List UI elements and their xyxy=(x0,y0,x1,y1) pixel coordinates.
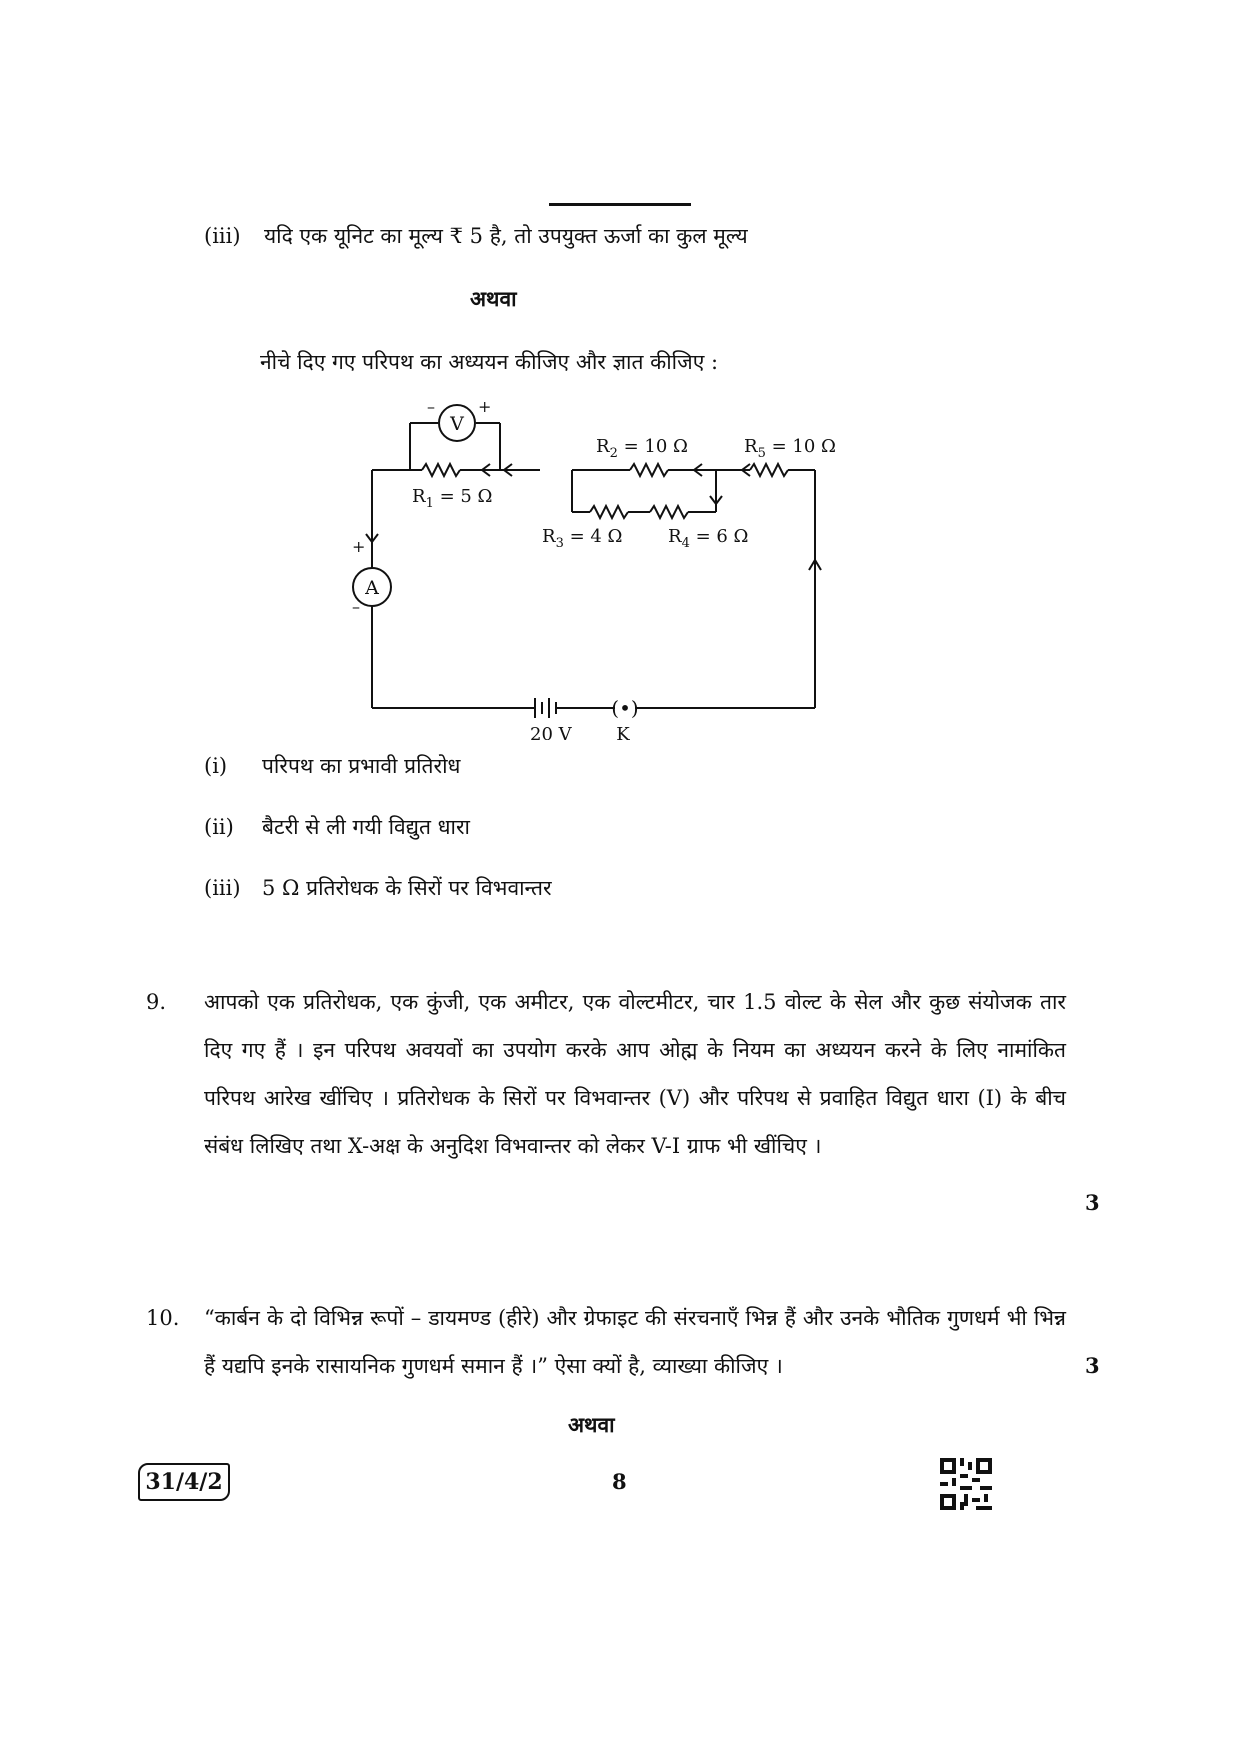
r2-label: $R_2 = 10$ Ω xyxy=(596,436,688,461)
item-text: यदि एक यूनिट का मूल्य ₹ 5 है, तो उपयुक्त ऊर्जा का कुल मूल्य xyxy=(264,224,748,248)
alt-item-text: बैटरी से ली गयी विद्युत धारा xyxy=(262,815,470,839)
alt-item-marker: (ii) xyxy=(204,815,234,839)
question-text: “कार्बन के दो विभिन्न रूपों – डायमण्ड (हीरे) और ग्रेफाइट की संरचनाएँ भिन्न हैं और उनके भौतिक गुणधर्म भी भिन्न हैं यद्यपि इनके रासायनिक गुणधर्म समान हैं ।” ऐसा क्यों है, व्याख्या कीजिए । xyxy=(204,1306,1066,1378)
r3-label: $R_3 = 4$ Ω xyxy=(542,526,623,551)
circuit-diagram xyxy=(330,400,870,740)
key-symbol: (•) xyxy=(611,696,639,720)
paper-code: 31/4/2 xyxy=(138,1463,230,1501)
question-number: 9. xyxy=(146,990,167,1014)
key-label: K xyxy=(616,724,630,740)
ammeter-minus: – xyxy=(352,597,360,616)
or-heading: अथवा xyxy=(568,1412,615,1437)
question-text: आपको एक प्रतिरोधक, एक कुंजी, एक अमीटर, एक वोल्टमीटर, चार 1.5 वोल्ट के सेल और कुछ संयोजक तार दिए गए हैं । इन परिपथ अवयवों का उपयोग करके आप ओह्म के नियम का अध्ययन करने के लिए नामांकित परिपथ आरेख खींचिए । प्रतिरोधक के सिरों पर विभवान्तर (V) और परिपथ से प्रवाहित विद्युत धारा (I) के बीच संबंध लिखिए तथा X-अक्ष के अनुदिश विभवान्तर को लेकर V-I ग्राफ भी खींचिए । xyxy=(204,990,1066,1158)
question-number: 10. xyxy=(146,1306,180,1330)
alt-item-marker: (iii) xyxy=(204,876,241,900)
voltmeter-minus: – xyxy=(427,400,435,416)
r5-label: $R_5 = 10$ Ω xyxy=(744,436,836,461)
qr-code-icon xyxy=(940,1458,992,1510)
voltmeter-plus: + xyxy=(478,400,492,416)
or-heading: अथवा xyxy=(470,286,517,311)
r1-label: $R_1 = 5$ Ω xyxy=(412,486,493,511)
battery-label: 20 V xyxy=(530,724,572,740)
alt-item-text: 5 Ω प्रतिरोधक के सिरों पर विभवान्तर xyxy=(262,876,552,900)
page-number: 8 xyxy=(612,1469,627,1494)
question-marks: 3 xyxy=(1085,1353,1100,1378)
item-marker: (iii) xyxy=(204,224,241,248)
voltmeter-label: V xyxy=(450,413,464,435)
r4-label: $R_4 = 6$ Ω xyxy=(668,526,749,551)
circuit-intro: नीचे दिए गए परिपथ का अध्ययन कीजिए और ज्ञात कीजिए : xyxy=(260,350,719,374)
alt-item-marker: (i) xyxy=(204,754,228,778)
answer-blank-line xyxy=(549,203,691,206)
alt-item-text: परिपथ का प्रभावी प्रतिरोध xyxy=(262,754,461,778)
question-marks: 3 xyxy=(1085,1190,1100,1215)
ammeter-plus: + xyxy=(352,537,366,556)
ammeter-label: A xyxy=(365,577,379,599)
